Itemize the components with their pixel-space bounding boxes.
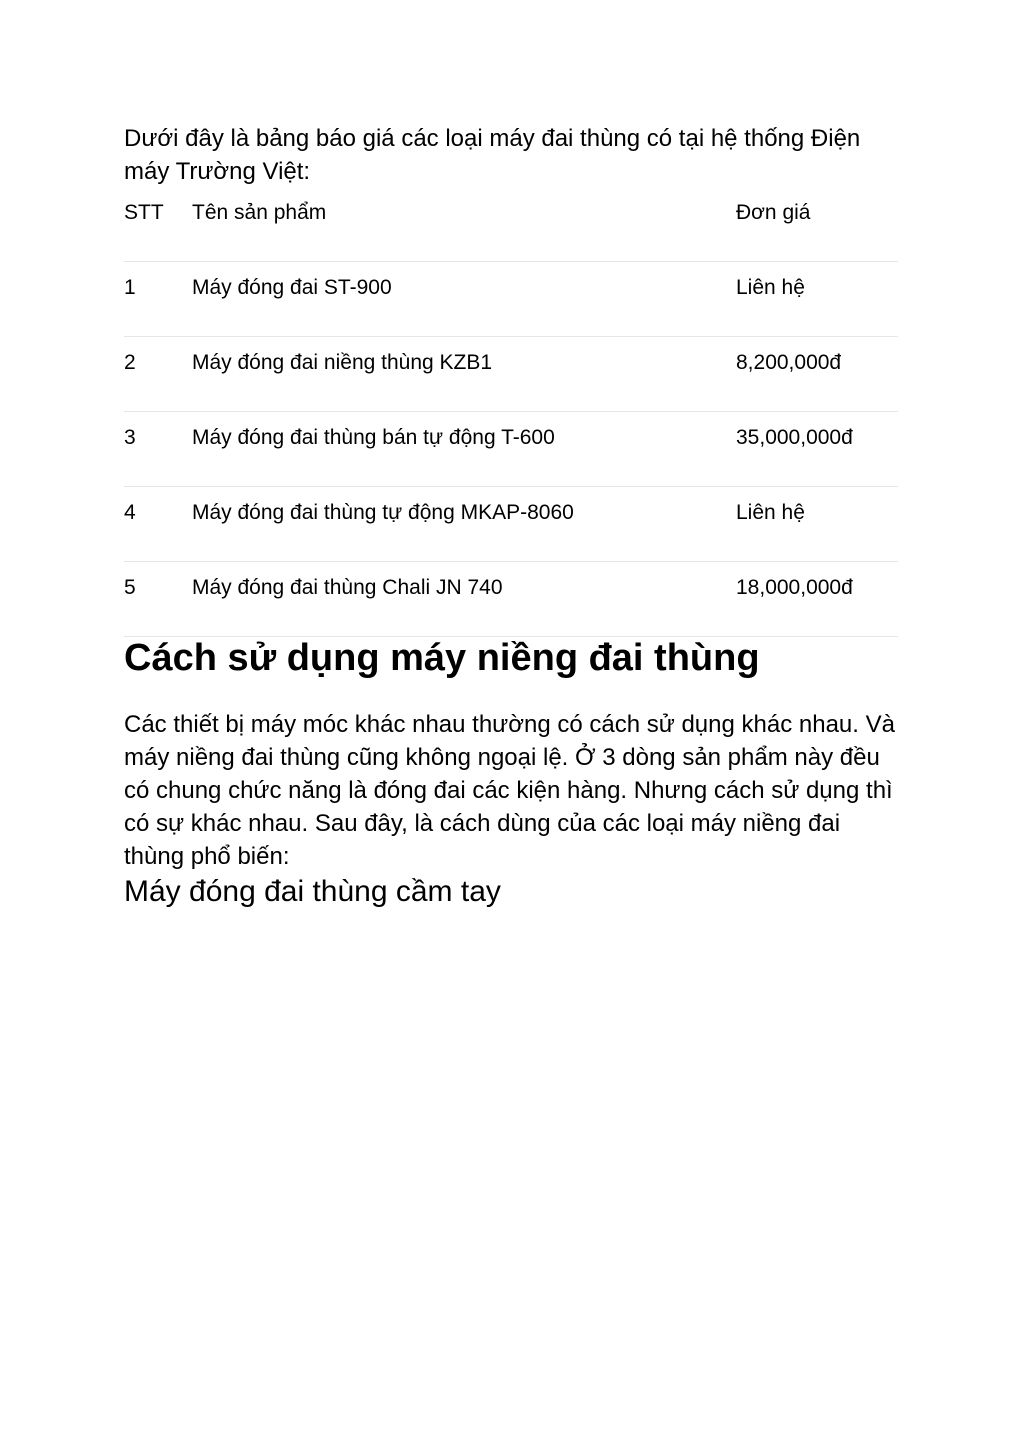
header-unit-price: Đơn giá	[736, 201, 811, 224]
row-stt: 5	[124, 576, 136, 599]
row-product-name: Máy đóng đai ST-900	[192, 276, 392, 299]
row-price: Liên hệ	[736, 501, 805, 524]
table-row	[124, 337, 898, 412]
row-product-name: Máy đóng đai thùng bán tự động T-600	[192, 426, 555, 449]
row-stt: 3	[124, 426, 136, 449]
row-stt: 1	[124, 276, 136, 299]
section-subheading: Máy đóng đai thùng cầm tay	[124, 875, 501, 908]
header-stt: STT	[124, 201, 164, 224]
row-price: 35,000,000đ	[736, 426, 853, 449]
row-price: Liên hệ	[736, 276, 805, 299]
table-row	[124, 562, 898, 637]
row-product-name: Máy đóng đai thùng tự động MKAP-8060	[192, 501, 574, 524]
table-row	[124, 412, 898, 487]
row-stt: 2	[124, 351, 136, 374]
price-table	[124, 196, 898, 637]
intro-paragraph: Dưới đây là bảng báo giá các loại máy đai thùng có tại hệ thống Điện máy Trường Việt:	[124, 125, 861, 185]
table-header-row	[124, 196, 898, 262]
row-product-name: Máy đóng đai thùng Chali JN 740	[192, 576, 503, 599]
section-heading: Cách sử dụng máy niềng đai thùng	[124, 637, 760, 679]
header-product-name: Tên sản phẩm	[192, 201, 327, 224]
row-stt: 4	[124, 501, 136, 524]
row-price: 8,200,000đ	[736, 351, 842, 374]
row-price: 18,000,000đ	[736, 576, 853, 599]
table-row	[124, 262, 898, 337]
row-product-name: Máy đóng đai niềng thùng KZB1	[192, 351, 493, 374]
table-row	[124, 487, 898, 562]
section-paragraph: Các thiết bị máy móc khác nhau thường có cách sử dụng khác nhau. Và máy niềng đai thùng cũng không ngoại lệ. Ở 3 dòng sản phẩm này đều có chung chức năng là đóng đai các kiện hàng. Nhưng cách sử dụng thì có sự khác nhau. Sau đây, là cách dùng của các loại máy niềng đai thùng phổ biến:	[124, 711, 895, 870]
